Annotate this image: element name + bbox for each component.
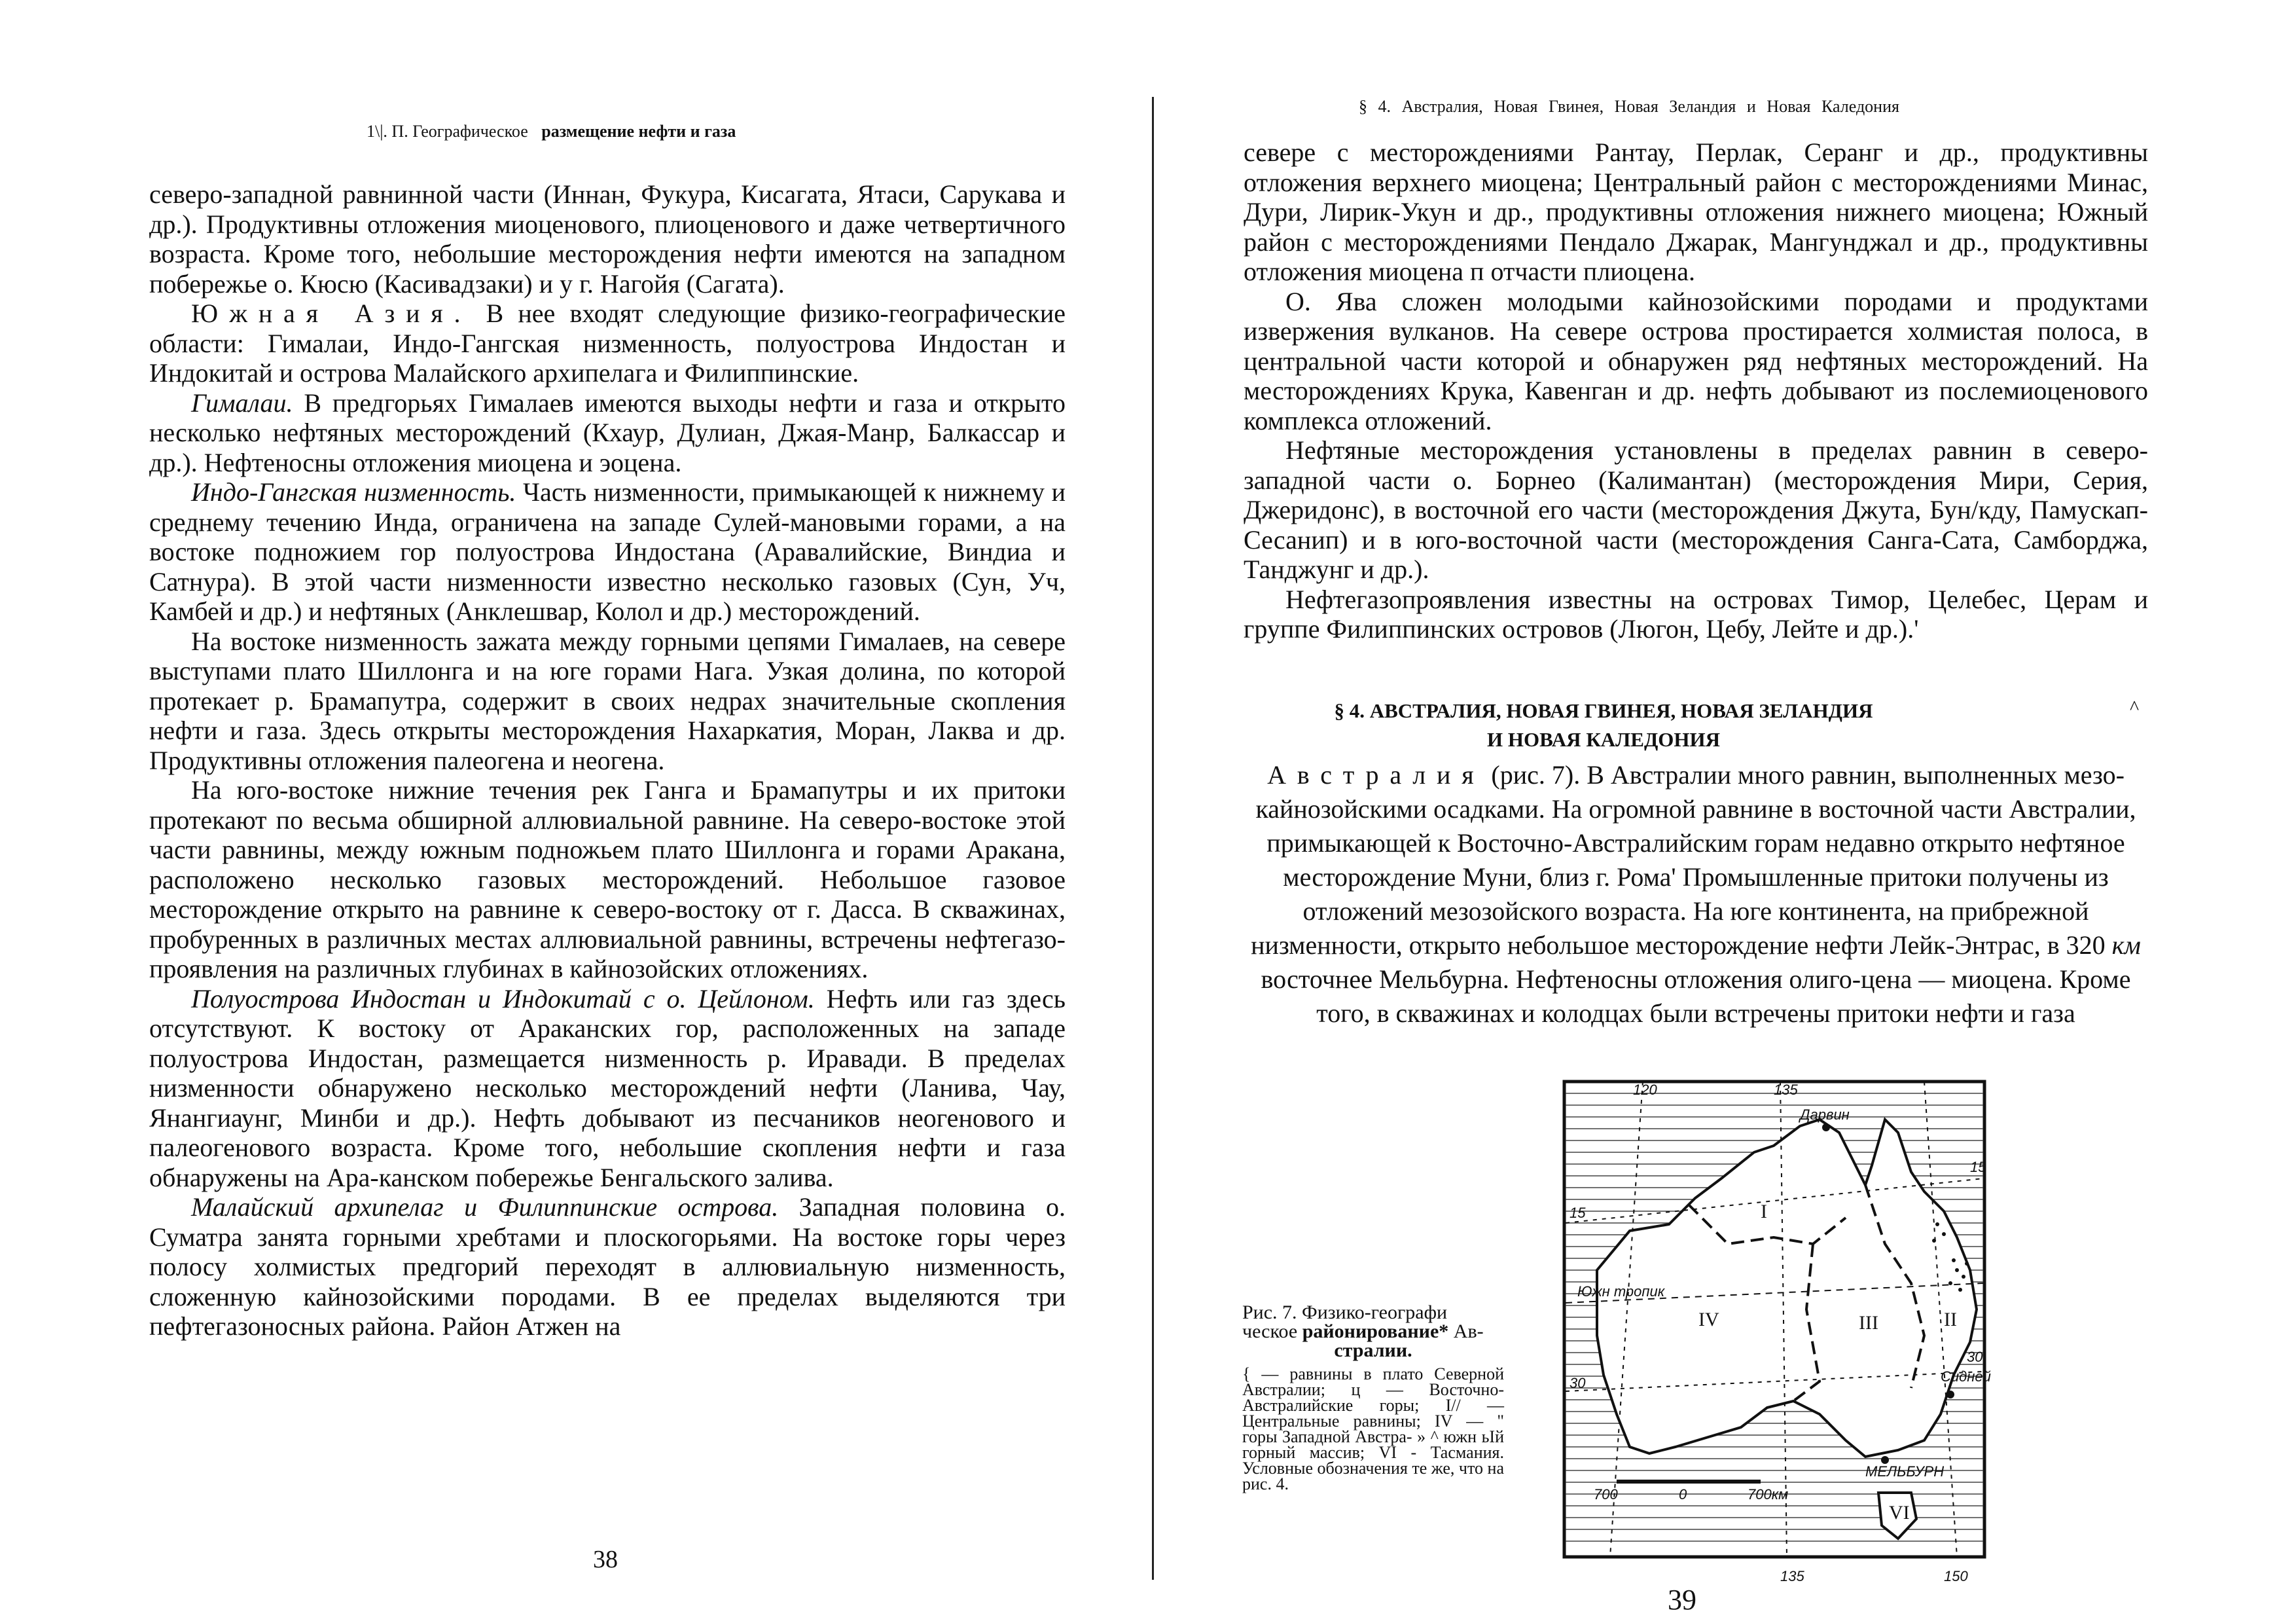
map-place-sydney: Сидней xyxy=(1941,1368,1991,1385)
map-side-label-30-right: 30 xyxy=(1967,1349,1983,1365)
map-place-tropic: Южн тропик xyxy=(1577,1283,1665,1300)
caption-line-3: стралии. xyxy=(1334,1340,1412,1361)
map-scale-label-700: 700 xyxy=(1594,1486,1618,1503)
map-top-label-120: 120 xyxy=(1633,1082,1657,1098)
map-bottom-label-135: 135 xyxy=(1780,1568,1804,1584)
sydney-marker xyxy=(1946,1391,1954,1398)
left-paragraph-3-text: В предгорьях Гималаев имеются выходы нефти и газа и открыто несколько нефтяных месторождений (Кхаур, Дулиан, Джая-Манр, Балкассар и др.). Нефтеносны отложения миоцена и эоцена. xyxy=(149,388,1066,477)
left-paragraph-4 xyxy=(149,477,1066,627)
caption-line-2-b: районирование* xyxy=(1302,1321,1449,1342)
left-paragraph-4-text: Часть низменности, примыкающей к нижнему и среднему течению Инда, ограничена на западе Сулей-мановыми горами, а на востоке подножием гор полуострова Индостана (Аравалийские, Виндиа и Сатнура). В этой части низменности известно несколько газовых (Сун, Уч, Камбей и др.) и нефтяных (Анклешвар, Колол и др.) месторождений. xyxy=(149,477,1066,626)
map-bottom-label-150: 150 xyxy=(1944,1568,1968,1584)
left-running-header xyxy=(367,122,736,141)
left-paragraph-6: На юго-востоке нижние течения рек Ганга и Брамапутры и их притоки протекают по весьма обширной аллювиальной равнине. На северо-востоке этой части равнины, между южным подножьем плато Шиллонга и горами Аракана, расположено несколько газовых месторождений. Небольшое газовое месторождение открыто на равнине к северо-востоку от г. Дасса. В скважинах, пробуренных в различных местах аллювиальной равнины, встречены нефтегазо-проявления на различных глубинах в кайнозойских отложениях. xyxy=(149,775,1066,983)
figure-7-caption xyxy=(1242,1303,1504,1492)
left-paragraph-7-text: Нефть или газ здесь отсутствуют. К востоку от Араканских гор, расположенных на западе полуострова Индостан, размещается низменность р. Иравади. В пределах низменности обнаружено несколько месторождений нефти (Ланива, Чау, Янангиаунг, Минби и др.). Нефть добывают из песчаников неогенового и палеогенового возраста. Кроме того, небольшие скопления нефти и газа обнаружены на Ара-канском побережье Бенгальского залива. xyxy=(149,983,1066,1192)
map-scale-label-0: 0 xyxy=(1679,1486,1687,1503)
section-title-line-2: И НОВАЯ КАЛЕДОНИЯ xyxy=(1486,728,1721,751)
peninsulas-heading: Полуострова Индостан и Индокитай с о. Цейлоном. xyxy=(191,983,815,1013)
caption-line-2-c: Ав- xyxy=(1453,1321,1484,1342)
left-paragraph-8-text: Западная половина о. Суматра занята горными хребтами и плоскогорьями. На востоке горы через полосу холмистых предгорий переходят в аллювиальную низменность, сложенную кайнозойскими породами. В ее пределах выделяются три пефтегазоносных района. Район Атжен на xyxy=(149,1192,1066,1341)
right-page xyxy=(1152,0,2296,1623)
map-region-III: III xyxy=(1859,1312,1878,1334)
left-paragraph-3 xyxy=(149,388,1066,478)
left-header-prefix: 1\|. П. Географическое xyxy=(367,122,528,141)
left-page-number: 38 xyxy=(593,1546,618,1573)
darwin-marker xyxy=(1822,1123,1830,1131)
section-4-title xyxy=(1309,697,1898,754)
caret-mark: ^ xyxy=(2130,697,2140,718)
right-paragraph-5-text: (рис. 7). В Австралии много равнин, выполненных мезо-кайнозойскими осадками. На огромной равнине в восточной части Австралии, примыкающей к Восточно-Австралийским горам недавно открыто нефтяное месторождение Муни, близ г. Рома' Промышленные притоки получены из отложений мезозойского возраста. На юге континента, на прибрежной низменности, открыто небольшое месторождение нефти Лейк-Энтрас, в 320 xyxy=(1251,760,2136,960)
australia-paragraph xyxy=(1244,758,2148,1030)
caption-line-1: Рис. 7. Физико-географи xyxy=(1242,1302,1448,1323)
figure-7-legend: { — равнины в плато Северной Австралии; ц — Восточно-Австралийские горы; I// — Центральные равнины; IV — " горы Западной Австра- » ^ южн ьIй горный массив; VI - Тасмания. Условные обозначения те же, что на рис. 4. xyxy=(1242,1364,1504,1493)
malay-archipelago-heading: Малайский архипелаг и Филиппинские острова. xyxy=(191,1192,779,1222)
south-asia-heading: Южная Азия. xyxy=(191,299,472,328)
left-paragraph-2-text: В нее входят следующие физико-географические области: Гималаи, Индо-Гангская низменность, полуострова Индостан и Индокитай и острова Малайского архипелага и Филиппинские. xyxy=(149,299,1066,388)
left-paragraph-5: На востоке низменность зажата между горными цепями Гималаев, на севере выступами плато Шиллонга и на юге горами Нага. Узкая долина, по которой протекает р. Брамапутра, содержит в своих недрах значительные скопления нефти и газа. Здесь открыты месторождения Нахаркатия, Моран, Лаква и др. Продуктивны отложения палеогена и неогена. xyxy=(149,626,1066,775)
left-paragraph-8 xyxy=(149,1192,1066,1341)
map-scale-label-700km: 700км xyxy=(1748,1486,1789,1503)
indo-gangetic-heading: Индо-Гангская низменность. xyxy=(191,477,516,507)
right-body-text-top xyxy=(1244,137,2148,644)
caption-line-2 xyxy=(1242,1322,1504,1341)
map-region-I: I xyxy=(1761,1201,1767,1222)
caption-line-2-a: ческое xyxy=(1242,1321,1298,1342)
right-paragraph-2: О. Ява сложен молодыми кайнозойскими породами и продуктами извержения вулканов. На севере острова простирается холмистая полоса, в центральной части которой и обнаружен ряд нефтяных месторождений. На месторождениях Крука, Кавенган и др. нефть добывают из послемиоценового комплекса отложений. xyxy=(1244,286,2148,435)
right-page-number: 39 xyxy=(1668,1584,1696,1616)
map-side-label-30-left: 30 xyxy=(1570,1375,1586,1391)
right-paragraph-1: севере с месторождениями Рантау, Перлак, Серанг и др., продуктивны отложения верхнего миоцена; Центральный район с месторождениями Минас, Дури, Лирик-Укун и др., продуктивны отложения нижнего миоцена; Южный район с месторождениями Пендало Джарак, Мангунджал и др., продуктивны отложения миоцена п отчасти плиоцена. xyxy=(1244,137,2148,286)
map-region-VI: VI xyxy=(1889,1502,1910,1523)
australia-map xyxy=(1558,1074,2016,1597)
map-top-label-135: 135 xyxy=(1774,1082,1798,1098)
left-paragraph-1: северо-западной равнинной части (Иннан, Фукура, Кисагата, Ятаси, Сарукава и др.). Продуктивны отложения миоценового, плиоценового и даже четвертичного возраста. Кроме того, небольшие месторождения нефти имеются на западном побережье о. Кюсю (Касивадзаки) и у г. Нагойя (Сагата). xyxy=(149,179,1066,299)
left-body-text xyxy=(149,179,1066,1341)
right-paragraph-3: Нефтяные месторождения установлены в пределах равнин в северо-западной части о. Борнео (Калимантан) (месторождения Мири, Серия, Джеридонс), в восточной его части (месторождения Джута, Бун/кду, Памускап-Сесанип) и в юго-восточной части (месторождения Санга-Сата, Самборджа, Танджунг и др.). xyxy=(1244,435,2148,584)
right-running-header: § 4. Австралия, Новая Гвинея, Новая Зеландия и Новая Каледония xyxy=(1359,97,1899,116)
map-place-darwin: Дарвин xyxy=(1800,1106,1850,1123)
right-paragraph-5-end: восточнее Мельбурна. Нефтеносны отложения олиго-цена — миоцена. Кроме того, в скважинах и колодцах были встречены притоки нефти и газа xyxy=(1261,964,2131,1028)
km-unit: км xyxy=(2111,930,2141,960)
map-side-label-15-left: 15 xyxy=(1570,1205,1586,1221)
left-paragraph-7 xyxy=(149,984,1066,1193)
map-place-melbourne: МЕЛЬБУРН xyxy=(1865,1463,1945,1480)
left-header-bold: размещение нефти и газа xyxy=(541,122,736,141)
map-region-II: II xyxy=(1944,1309,1957,1330)
right-paragraph-5 xyxy=(1244,758,2148,1030)
scale-bar xyxy=(1617,1480,1761,1484)
right-paragraph-4: Нефтегазопроявления известны на островах Тимор, Целебес, Церам и группе Филиппинских островов (Люгон, Цебу, Лейте и др.).' xyxy=(1244,584,2148,644)
map-side-label-15-right: 15 xyxy=(1970,1159,1986,1175)
himalaya-heading: Гималаи. xyxy=(191,388,293,418)
section-title-line-1: § 4. АВСТРАЛИЯ, НОВАЯ ГВИНЕЯ, НОВАЯ ЗЕЛАНДИЯ xyxy=(1334,699,1873,722)
left-paragraph-2 xyxy=(149,299,1066,388)
australia-heading: Австралия xyxy=(1267,760,1485,790)
map-region-IV: IV xyxy=(1698,1309,1719,1330)
